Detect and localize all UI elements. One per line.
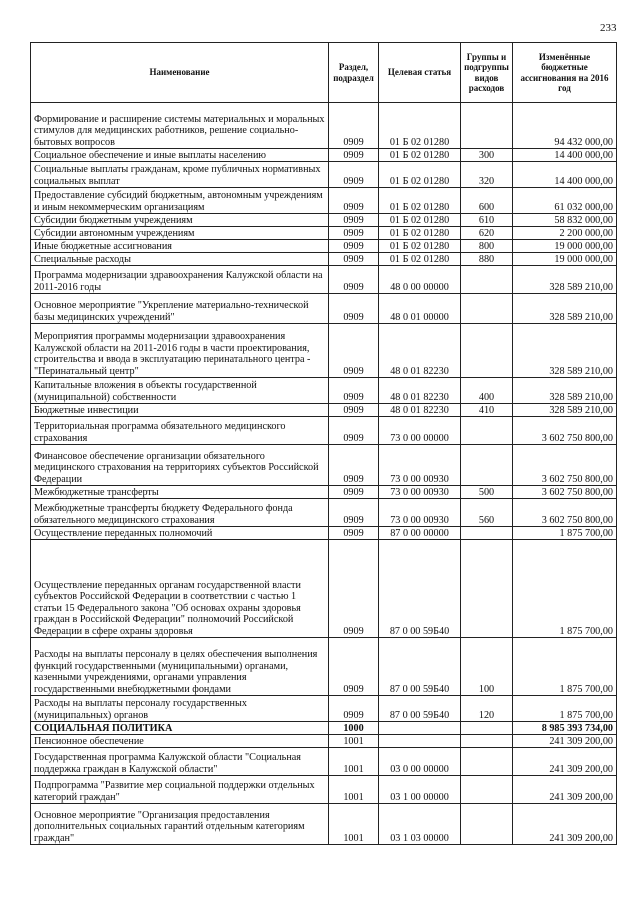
- table-header-row: [31, 43, 617, 103]
- row-section-cell: 1001: [329, 748, 379, 776]
- table-row: [31, 540, 617, 638]
- row-name-cell: Специальные расходы: [31, 253, 329, 266]
- header-groups: Группы и подгруппы видов расходов: [461, 43, 513, 103]
- row-target-cell: 01 Б 02 01280: [379, 253, 461, 266]
- row-section-cell: 0909: [329, 162, 379, 188]
- row-group-cell: 100: [461, 638, 513, 696]
- row-target-cell: 03 1 03 00000: [379, 804, 461, 845]
- row-group-cell: [461, 294, 513, 324]
- row-amount-cell: 14 400 000,00: [513, 162, 617, 188]
- row-group-cell: [461, 748, 513, 776]
- row-group-cell: [461, 266, 513, 294]
- row-amount-cell: 241 309 200,00: [513, 748, 617, 776]
- row-target-cell: 48 0 00 00000: [379, 266, 461, 294]
- row-name-cell: Осуществление переданных органам государственной власти субъектов Российской Федерации в соответствии с частью 1 статьи 15 Федерального закона "Об основах охраны здоровья граждан в Российской Федерации" полномочий Российской Федерации в сфере охраны здоровья: [31, 540, 329, 638]
- row-section-cell: 1001: [329, 804, 379, 845]
- row-amount-cell: 94 432 000,00: [513, 103, 617, 149]
- row-name-cell: Программа модернизации здравоохранения Калужской области на 2011-2016 годы: [31, 266, 329, 294]
- row-amount-cell: 3 602 750 800,00: [513, 499, 617, 527]
- header-amount: Изменённые бюджетные ассигнования на 2016 год: [513, 43, 617, 103]
- row-name-cell: Государственная программа Калужской области "Социальная поддержка граждан в Калужской области": [31, 748, 329, 776]
- row-section-cell: 0909: [329, 188, 379, 214]
- table-row: [31, 722, 617, 735]
- row-amount-cell: 328 589 210,00: [513, 266, 617, 294]
- row-group-cell: [461, 540, 513, 638]
- row-section-cell: 0909: [329, 499, 379, 527]
- header-name: Наименование: [31, 43, 329, 103]
- table-row: [31, 804, 617, 845]
- row-section-cell: 0909: [329, 324, 379, 378]
- row-name-cell: Субсидии бюджетным учреждениям: [31, 214, 329, 227]
- row-group-cell: [461, 735, 513, 748]
- row-target-cell: 01 Б 02 01280: [379, 227, 461, 240]
- row-section-cell: 0909: [329, 227, 379, 240]
- row-group-cell: [461, 324, 513, 378]
- row-group-cell: [461, 804, 513, 845]
- row-group-cell: 610: [461, 214, 513, 227]
- row-amount-cell: 1 875 700,00: [513, 540, 617, 638]
- table-row: [31, 527, 617, 540]
- row-section-cell: 0909: [329, 486, 379, 499]
- table-row: [31, 162, 617, 188]
- row-section-cell: 0909: [329, 214, 379, 227]
- row-amount-cell: 241 309 200,00: [513, 735, 617, 748]
- row-section-cell: 0909: [329, 540, 379, 638]
- row-amount-cell: 3 602 750 800,00: [513, 445, 617, 486]
- row-target-cell: 73 0 00 00930: [379, 499, 461, 527]
- row-name-cell: Финансовое обеспечение организации обязательного медицинского страхования на территориях субъектов Российской Федерации: [31, 445, 329, 486]
- row-name-cell: Межбюджетные трансферты бюджету Федерального фонда обязательного медицинского страхования: [31, 499, 329, 527]
- row-amount-cell: 14 400 000,00: [513, 149, 617, 162]
- table-row: [31, 266, 617, 294]
- row-name-cell: Расходы на выплаты персоналу в целях обеспечения выполнения функций государственными (муниципальными) органами, казенными учреждениями, органами управления государственными внебюджетными фондами: [31, 638, 329, 696]
- table-row: [31, 638, 617, 696]
- row-section-cell: 0909: [329, 378, 379, 404]
- row-target-cell: 87 0 00 00000: [379, 527, 461, 540]
- row-group-cell: [461, 417, 513, 445]
- table-row: [31, 486, 617, 499]
- row-target-cell: 01 Б 02 01280: [379, 188, 461, 214]
- table-row: [31, 378, 617, 404]
- table-row: [31, 253, 617, 266]
- row-section-cell: 0909: [329, 253, 379, 266]
- row-group-cell: 400: [461, 378, 513, 404]
- table-row: [31, 417, 617, 445]
- table-row: [31, 735, 617, 748]
- row-target-cell: 01 Б 02 01280: [379, 149, 461, 162]
- row-group-cell: 880: [461, 253, 513, 266]
- row-target-cell: 73 0 00 00930: [379, 486, 461, 499]
- row-target-cell: 73 0 00 00000: [379, 417, 461, 445]
- row-target-cell: 03 0 00 00000: [379, 748, 461, 776]
- row-group-cell: 800: [461, 240, 513, 253]
- row-name-cell: Пенсионное обеспечение: [31, 735, 329, 748]
- row-group-cell: [461, 445, 513, 486]
- row-name-cell: Основное мероприятие "Организация предоставления дополнительных социальных гарантий отдельным категориям граждан": [31, 804, 329, 845]
- table-row: [31, 214, 617, 227]
- row-amount-cell: 328 589 210,00: [513, 294, 617, 324]
- row-target-cell: 01 Б 02 01280: [379, 162, 461, 188]
- row-section-cell: 0909: [329, 417, 379, 445]
- row-target-cell: 48 0 01 82230: [379, 378, 461, 404]
- row-amount-cell: 61 032 000,00: [513, 188, 617, 214]
- table-row: [31, 188, 617, 214]
- row-section-cell: 0909: [329, 240, 379, 253]
- row-target-cell: 01 Б 02 01280: [379, 103, 461, 149]
- table-row: [31, 748, 617, 776]
- header-section: Раздел, подраздел: [329, 43, 379, 103]
- table-row: [31, 294, 617, 324]
- row-name-cell: Субсидии автономным учреждениям: [31, 227, 329, 240]
- row-group-cell: [461, 776, 513, 804]
- row-group-cell: 500: [461, 486, 513, 499]
- table-row: [31, 776, 617, 804]
- row-target-cell: 73 0 00 00930: [379, 445, 461, 486]
- table-row: [31, 227, 617, 240]
- row-section-cell: 0909: [329, 527, 379, 540]
- table-row: [31, 696, 617, 722]
- row-section-cell: 0909: [329, 266, 379, 294]
- table-row: [31, 240, 617, 253]
- row-group-cell: 600: [461, 188, 513, 214]
- row-amount-cell: 241 309 200,00: [513, 776, 617, 804]
- row-target-cell: [379, 722, 461, 735]
- row-target-cell: [379, 735, 461, 748]
- row-name-cell: Предоставление субсидий бюджетным, автономным учреждениям и иным некоммерческим организациям: [31, 188, 329, 214]
- table-row: [31, 149, 617, 162]
- row-amount-cell: 58 832 000,00: [513, 214, 617, 227]
- row-name-cell: Подпрограмма "Развитие мер социальной поддержки отдельных категорий граждан": [31, 776, 329, 804]
- table-body: [31, 103, 617, 845]
- row-group-cell: 320: [461, 162, 513, 188]
- row-target-cell: 48 0 01 82230: [379, 324, 461, 378]
- row-group-cell: [461, 103, 513, 149]
- row-target-cell: 03 1 00 00000: [379, 776, 461, 804]
- row-section-cell: 1001: [329, 776, 379, 804]
- row-name-cell: Формирование и расширение системы материальных и моральных стимулов для медицинских работников, решение социально-бытовых вопросов: [31, 103, 329, 149]
- row-amount-cell: 8 985 393 734,00: [513, 722, 617, 735]
- table-row: [31, 404, 617, 417]
- row-section-cell: 1001: [329, 735, 379, 748]
- row-section-cell: 0909: [329, 638, 379, 696]
- header-target: Целевая статья: [379, 43, 461, 103]
- row-group-cell: 120: [461, 696, 513, 722]
- table-row: [31, 499, 617, 527]
- row-amount-cell: 19 000 000,00: [513, 253, 617, 266]
- row-name-cell: Осуществление переданных полномочий: [31, 527, 329, 540]
- row-section-cell: 0909: [329, 696, 379, 722]
- row-name-cell: СОЦИАЛЬНАЯ ПОЛИТИКА: [31, 722, 329, 735]
- row-section-cell: 1000: [329, 722, 379, 735]
- row-amount-cell: 19 000 000,00: [513, 240, 617, 253]
- row-amount-cell: 1 875 700,00: [513, 527, 617, 540]
- row-amount-cell: 3 602 750 800,00: [513, 417, 617, 445]
- row-name-cell: Расходы на выплаты персоналу государственных (муниципальных) органов: [31, 696, 329, 722]
- row-name-cell: Социальное обеспечение и иные выплаты населению: [31, 149, 329, 162]
- row-group-cell: 300: [461, 149, 513, 162]
- row-group-cell: 560: [461, 499, 513, 527]
- row-target-cell: 87 0 00 59Б40: [379, 638, 461, 696]
- row-target-cell: 01 Б 02 01280: [379, 214, 461, 227]
- row-group-cell: [461, 722, 513, 735]
- row-amount-cell: 1 875 700,00: [513, 638, 617, 696]
- row-amount-cell: 328 589 210,00: [513, 324, 617, 378]
- row-section-cell: 0909: [329, 149, 379, 162]
- row-target-cell: 01 Б 02 01280: [379, 240, 461, 253]
- row-amount-cell: 241 309 200,00: [513, 804, 617, 845]
- table-row: [31, 445, 617, 486]
- row-section-cell: 0909: [329, 445, 379, 486]
- table-row: [31, 324, 617, 378]
- row-name-cell: Капитальные вложения в объекты государственной (муниципальной) собственности: [31, 378, 329, 404]
- row-name-cell: Мероприятия программы модернизации здравоохранения Калужской области на 2011-2016 годы в части проектирования, строительства и ввода в эксплуатацию перинатального центра - "Перинатальный центр": [31, 324, 329, 378]
- row-target-cell: 48 0 01 82230: [379, 404, 461, 417]
- row-name-cell: Социальные выплаты гражданам, кроме публичных нормативных социальных выплат: [31, 162, 329, 188]
- row-amount-cell: 328 589 210,00: [513, 404, 617, 417]
- row-group-cell: 410: [461, 404, 513, 417]
- table-row: [31, 103, 617, 149]
- budget-table: [30, 42, 617, 845]
- row-name-cell: Территориальная программа обязательного медицинского страхования: [31, 417, 329, 445]
- row-group-cell: 620: [461, 227, 513, 240]
- row-name-cell: Основное мероприятие "Укрепление материально-технической базы медицинских учреждений": [31, 294, 329, 324]
- row-name-cell: Межбюджетные трансферты: [31, 486, 329, 499]
- row-section-cell: 0909: [329, 404, 379, 417]
- row-section-cell: 0909: [329, 294, 379, 324]
- row-name-cell: Бюджетные инвестиции: [31, 404, 329, 417]
- row-group-cell: [461, 527, 513, 540]
- row-amount-cell: 3 602 750 800,00: [513, 486, 617, 499]
- row-target-cell: 48 0 01 00000: [379, 294, 461, 324]
- row-target-cell: 87 0 00 59Б40: [379, 540, 461, 638]
- row-section-cell: 0909: [329, 103, 379, 149]
- row-target-cell: 87 0 00 59Б40: [379, 696, 461, 722]
- row-name-cell: Иные бюджетные ассигнования: [31, 240, 329, 253]
- page-number: 233: [600, 22, 617, 34]
- row-amount-cell: 328 589 210,00: [513, 378, 617, 404]
- row-amount-cell: 1 875 700,00: [513, 696, 617, 722]
- row-amount-cell: 2 200 000,00: [513, 227, 617, 240]
